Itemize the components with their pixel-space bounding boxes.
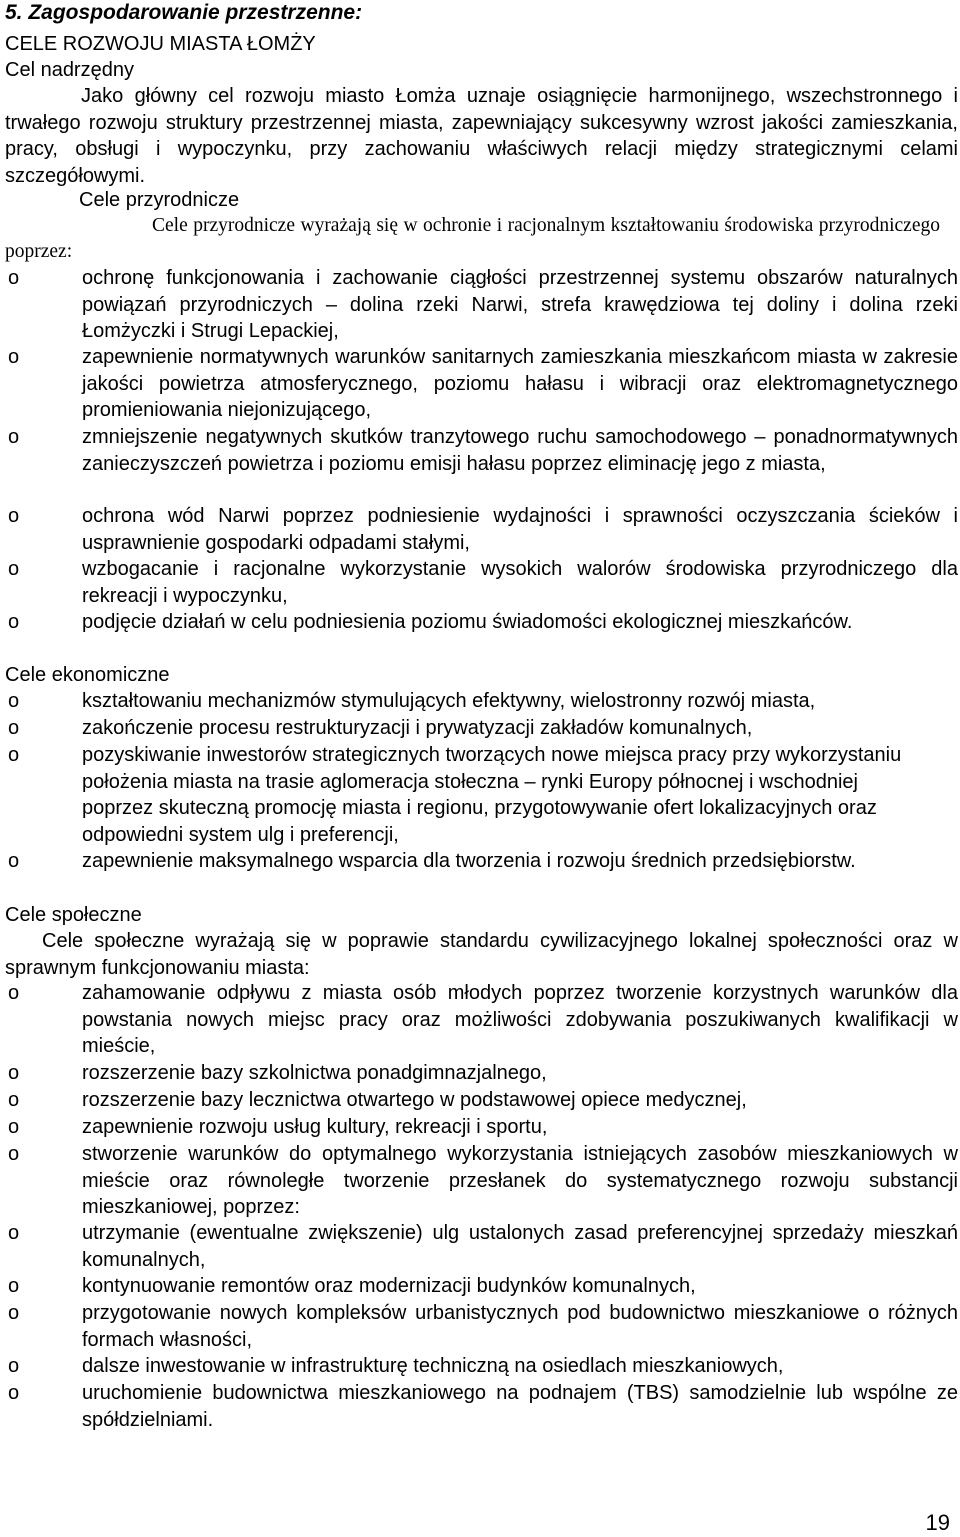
bullet-marker: o: [8, 1355, 20, 1377]
list-item: [8, 1060, 958, 1087]
list-item-text: uruchomienie budownictwa mieszkaniowego na podnajem (TBS) samodzielnie lub wspólne ze spółdzielniami.: [82, 1382, 958, 1431]
list-item: [8, 1380, 958, 1433]
bullet-marker: o: [8, 1302, 20, 1324]
list-item: [8, 980, 958, 1060]
list-item-text: przygotowanie nowych kompleksów urbanistycznych pod budownictwo mieszkaniowe o różnych formach własności,: [82, 1302, 958, 1351]
list-item-text: zahamowanie odpływu z miasta osób młodych poprzez tworzenie korzystnych warunków dla powstania nowych miejsc pracy oraz możliwości zdobywania poszukiwanych kwalifikacji w mieście,: [82, 982, 958, 1058]
list-item: [8, 1087, 958, 1114]
list-item: [8, 556, 958, 609]
bullet-marker: o: [8, 1089, 20, 1111]
section-title: 5. Zagospodarowanie przestrzenne:: [5, 1, 363, 24]
bullet-marker: o: [8, 346, 20, 368]
list-item: [8, 848, 862, 875]
subtitle: CELE ROZWOJU MIASTA ŁOMŻY: [5, 33, 316, 55]
list-item: [8, 265, 958, 345]
list-item-text: ochronę funkcjonowania i zachowanie ciągłości przestrzennej systemu obszarów naturalnych powiązań przyrodniczych – dolina rzeki Narwi, strefa krawędziowa tej doliny i dolina rzeki Łomżyczki i Strugi Lepackiej,: [82, 267, 958, 343]
list-item: [8, 424, 958, 477]
bullet-marker: o: [8, 267, 20, 289]
list-item: [8, 1273, 958, 1300]
list-item: [8, 688, 960, 715]
list-item: [8, 1300, 958, 1353]
economic-heading: Cele ekonomiczne: [5, 664, 170, 686]
bullet-marker: o: [8, 850, 20, 872]
list-item-text: pozyskiwanie inwestorów strategicznych tworzących nowe miejsca pracy przy wykorzystaniu położenia miasta na trasie aglomeracja stołeczna – rynki Europy północnej i wschodniej poprzez skuteczną promocję miasta i regionu, przygotowywanie ofert lokalizacyjnych oraz odpowiedni system ulg i preferencji,: [82, 744, 902, 846]
list-item: [8, 715, 960, 742]
list-item-text: stworzenie warunków do optymalnego wykorzystania istniejących zasobów mieszkaniowych w mieście oraz równoległe tworzenie przesłanek do systematycznego rozwoju substancji mieszkaniowej, poprzez:: [82, 1143, 958, 1219]
list-item-text: dalsze inwestowanie w infrastrukturę techniczną na osiedlach mieszkaniowych,: [82, 1355, 784, 1377]
bullet-marker: o: [8, 1222, 20, 1244]
list-item: [8, 1220, 958, 1273]
main-goal-text: Jako główny cel rozwoju miasto Łomża uznaje osiągnięcie harmonijnego, wszechstronnego i trwałego rozwoju struktury przestrzennej miasta, zapewniający sukcesywny wzrost jakości zamieszkania, pracy, obsługi i wypoczynku, przy zachowaniu właściwych relacji między strategicznymi celami szczegółowymi.: [5, 85, 958, 187]
social-heading: Cele społeczne: [5, 904, 142, 926]
natural-heading: Cele przyrodnicze: [79, 189, 240, 211]
list-item-text: rozszerzenie bazy szkolnictwa ponadgimnazjalnego,: [82, 1062, 547, 1084]
social-intro: Cele społeczne wyrażają się w poprawie standardu cywilizacyjnego lokalnej społeczności oraz w sprawnym funkcjonowaniu miasta:: [5, 930, 958, 979]
list-item: [8, 344, 958, 424]
list-item-text: zakończenie procesu restrukturyzacji i prywatyzacji zakładów komunalnych,: [82, 717, 753, 739]
list-item-text: podjęcie działań w celu podniesienia poziomu świadomości ekologicznej mieszkańców.: [82, 611, 853, 633]
list-item: [8, 742, 907, 848]
bullet-marker: o: [8, 1382, 20, 1404]
bullet-marker: o: [8, 426, 20, 448]
bullet-marker: o: [8, 1116, 20, 1138]
bullet-marker: o: [8, 611, 20, 633]
list-item-text: wzbogacanie i racjonalne wykorzystanie wysokich walorów środowiska przyrodniczego dla rekreacji i wypoczynku,: [82, 558, 958, 607]
list-item-text: zapewnienie maksymalnego wsparcia dla tworzenia i rozwoju średnich przedsiębiorstw.: [82, 850, 856, 872]
bullet-marker: o: [8, 982, 20, 1004]
natural-intro: Cele przyrodnicze wyrażają się w ochronie i racjonalnym kształtowaniu środowiska przyrodniczego poprzez:: [5, 215, 940, 262]
list-item: [8, 1141, 958, 1221]
main-goal-heading: Cel nadrzędny: [5, 59, 134, 81]
bullet-marker: o: [8, 505, 20, 527]
list-item: [8, 503, 958, 556]
list-item-text: zapewnienie rozwoju usług kultury, rekreacji i sportu,: [82, 1116, 548, 1138]
list-item-text: rozszerzenie bazy lecznictwa otwartego w podstawowej opiece medycznej,: [82, 1089, 747, 1111]
bullet-marker: o: [8, 558, 20, 580]
list-item-text: ochrona wód Narwi poprzez podniesienie wydajności i sprawności oczyszczania ścieków i usprawnienie gospodarki odpadami stałymi,: [82, 505, 958, 554]
bullet-marker: o: [8, 1143, 20, 1165]
bullet-marker: o: [8, 690, 20, 712]
list-item-text: kontynuowanie remontów oraz modernizacji budynków komunalnych,: [82, 1275, 696, 1297]
list-item-text: zapewnienie normatywnych warunków sanitarnych zamieszkania mieszkańcom miasta w zakresie jakości powietrza atmosferycznego, poziomu hałasu i wibracji oraz elektromagnetycznego promieniowania niejonizującego,: [82, 346, 958, 422]
list-item: [8, 1114, 958, 1141]
list-item-text: kształtowaniu mechanizmów stymulujących efektywny, wielostronny rozwój miasta,: [82, 690, 816, 712]
list-item: [8, 609, 958, 636]
bullet-marker: o: [8, 744, 20, 766]
list-item-text: utrzymanie (ewentualne zwiększenie) ulg ustalonych zasad preferencyjnej sprzedaży mieszkań komunalnych,: [82, 1222, 958, 1271]
bullet-marker: o: [8, 717, 20, 739]
list-item-text: zmniejszenie negatywnych skutków tranzytowego ruchu samochodowego – ponadnormatywnych zanieczyszczeń powietrza i poziomu emisji hałasu poprzez eliminację jego z miasta,: [82, 426, 958, 475]
page-number: 19: [925, 1510, 950, 1535]
list-item: [8, 1353, 958, 1380]
bullet-marker: o: [8, 1275, 20, 1297]
bullet-marker: o: [8, 1062, 20, 1084]
